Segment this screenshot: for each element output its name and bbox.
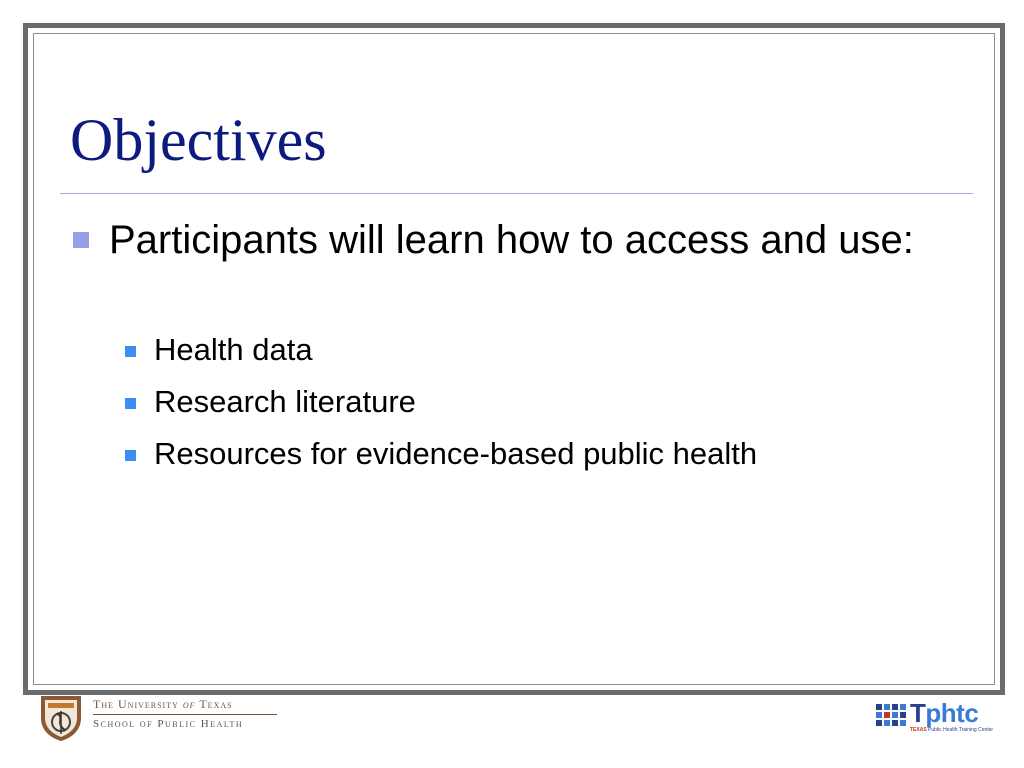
ut-sph-logo: [38, 694, 288, 742]
bullet-square-icon: [73, 232, 89, 248]
ut-seal-icon: [38, 694, 84, 742]
sub-bullet-item: [0, 330, 1024, 370]
sph-name-text: School of Public Health: [93, 718, 244, 730]
bullet-text: Participants will learn how to access and use:: [109, 218, 914, 262]
sub-bullet-text: Resources for evidence-based public health: [154, 436, 758, 471]
tphtc-grid-icon: [876, 704, 906, 732]
tphtc-wordmark: Tphtc: [910, 698, 979, 728]
sub-bullet-square-icon: [125, 346, 136, 357]
ut-logo-divider: [93, 714, 277, 715]
sub-bullet-square-icon: [125, 398, 136, 409]
ut-name-text: The University of Texas: [93, 697, 233, 711]
sub-bullet-item: [0, 382, 1024, 422]
sub-bullet-square-icon: [125, 450, 136, 461]
sub-bullet-text: Health data: [154, 332, 313, 367]
slide-title: Objectives: [70, 107, 327, 173]
sub-bullet-item: [0, 434, 1024, 474]
tphtc-subtitle: TEXAS Public Health Training Center: [910, 727, 994, 733]
title-divider: [60, 193, 973, 194]
tphtc-logo: [876, 700, 996, 736]
sub-bullet-text: Research literature: [154, 384, 416, 419]
